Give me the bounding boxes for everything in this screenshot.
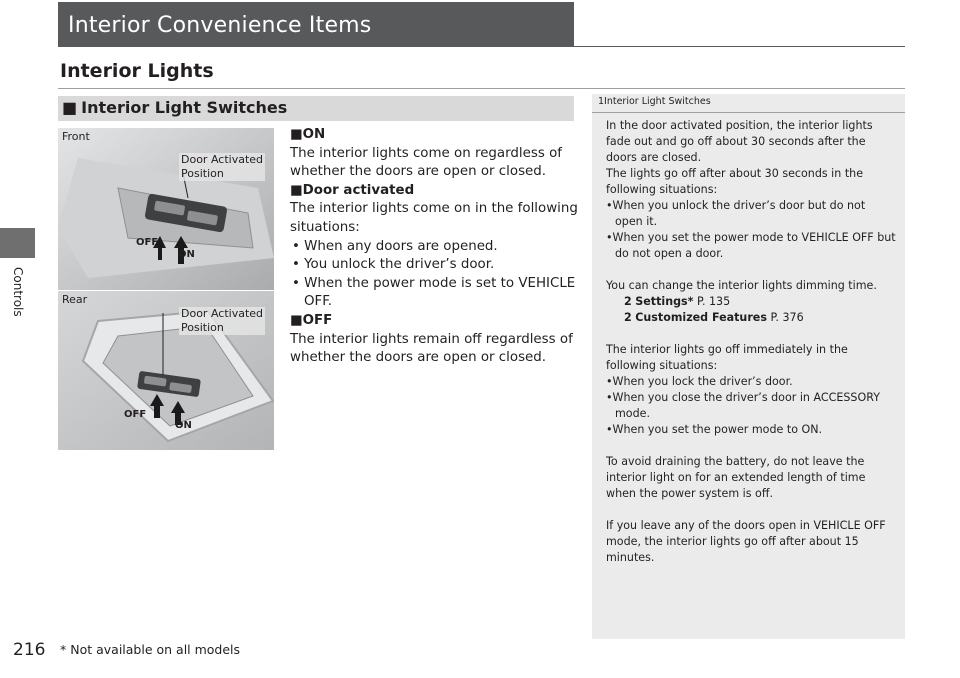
footnote: * Not available on all models — [60, 642, 241, 657]
note-paragraph: The interior lights go off immediately in the following situations: — [606, 343, 848, 372]
settings-reference-link[interactable]: 2 Settings* P. 135 — [624, 295, 731, 308]
front-door-activated-callout: Door Activated Position — [181, 153, 264, 180]
rear-label: Rear — [62, 293, 88, 306]
list-item: • When the power mode is set to VEHICLE OFF. — [292, 275, 576, 310]
note-paragraph: To avoid draining the battery, do not leave the interior light on for an extended length of time when the power system is off. — [606, 455, 866, 500]
customized-features-reference-link[interactable]: 2 Customized Features P. 376 — [624, 311, 804, 324]
side-note-body — [606, 118, 896, 566]
reference-arrow-icon: 2 — [624, 295, 632, 308]
front-light-photo — [58, 128, 274, 290]
side-note-heading: 1Interior Light Switches — [598, 96, 711, 107]
subsection-title: ■ Interior Light Switches — [62, 98, 288, 117]
list-item: •When you set the power mode to VEHICLE OFF but do not open a door. — [606, 231, 896, 260]
front-label: Front — [62, 130, 90, 143]
section-divider — [58, 88, 905, 89]
door-activated-heading: ■Door activated — [290, 182, 415, 198]
list-item: • When any doors are opened. — [292, 238, 498, 254]
list-item: •When you unlock the driver’s door but do not open it. — [606, 199, 866, 228]
on-heading: ■ON — [290, 127, 326, 142]
switch-description — [290, 126, 580, 368]
front-on-label: ON — [178, 249, 195, 260]
front-off-label: OFF — [136, 237, 159, 248]
list-item: •When you close the driver’s door in ACCESSORY mode. — [606, 391, 880, 420]
chapter-title: Interior Convenience Items — [68, 13, 372, 38]
reference-arrow-icon: 2 — [624, 311, 632, 324]
note-paragraph: If you leave any of the doors open in VEHICLE OFF mode, the interior lights go off after about 15 minutes. — [606, 519, 886, 564]
rear-off-label: OFF — [124, 409, 147, 420]
list-item: •When you set the power mode to ON. — [606, 423, 823, 436]
rear-light-photo — [58, 291, 274, 450]
list-item: •When you lock the driver’s door. — [606, 375, 793, 388]
header-divider — [58, 46, 905, 47]
door-activated-text: The interior lights come on in the following situations: — [290, 201, 578, 235]
note-paragraph: You can change the interior lights dimming time. — [606, 279, 877, 292]
chapter-tab-marker — [0, 228, 35, 258]
note-paragraph: The lights go off after about 30 seconds in the following situations: — [606, 167, 864, 196]
page-number: 216 — [13, 640, 46, 660]
on-text: The interior lights come on regardless of whether the doors are open or closed. — [290, 145, 562, 180]
off-text: The interior lights remain off regardless of whether the doors are open or closed. — [290, 331, 573, 366]
list-item: • You unlock the driver’s door. — [292, 257, 495, 273]
rear-on-label: ON — [175, 420, 192, 431]
side-note-divider — [592, 112, 905, 113]
square-bullet-icon: ■ — [62, 98, 78, 117]
section-title: Interior Lights — [60, 60, 214, 82]
note-paragraph: In the door activated position, the interior lights fade out and go off about 30 seconds after the doors are closed. — [606, 119, 873, 164]
off-heading: ■OFF — [290, 312, 333, 328]
chapter-tab-label: Controls — [11, 267, 25, 317]
rear-door-activated-callout: Door Activated Position — [181, 307, 264, 334]
